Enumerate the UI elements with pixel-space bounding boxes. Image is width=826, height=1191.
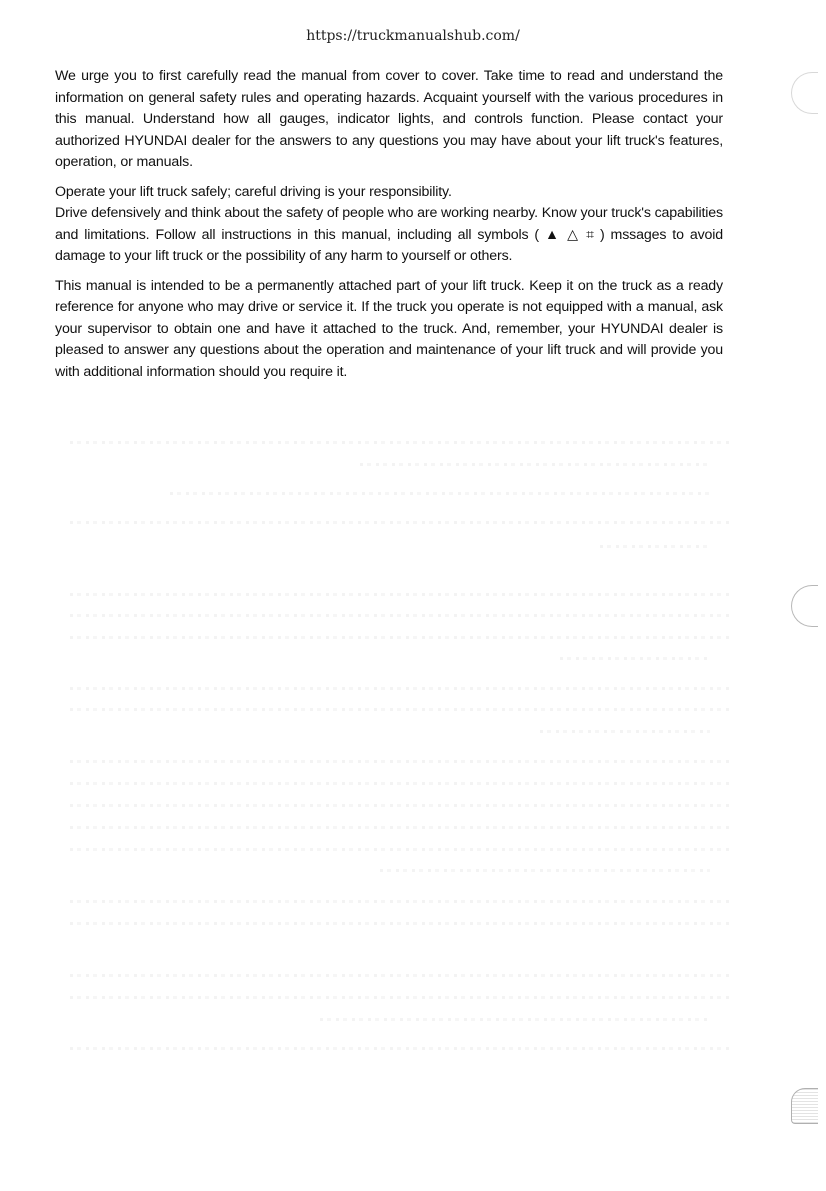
bleed-through-line — [70, 636, 730, 639]
safe-operation-line: Operate your lift truck safely; careful driving is your responsibility. — [55, 183, 452, 200]
bleed-through-line — [70, 782, 730, 785]
bleed-through-line — [70, 900, 730, 903]
defensive-driving-text: Drive defensively and think about the safety of people who are working nearby. Know your truck's capabilities and limitations. Follow all instructions in this manual, including all symbols — [55, 205, 723, 243]
binder-hole-mark — [791, 72, 818, 114]
bleed-through-line — [70, 521, 730, 524]
bleed-through-line — [70, 826, 730, 829]
binder-hole-mark — [791, 1088, 818, 1124]
bleed-through-line — [320, 1018, 710, 1021]
page-header-url[interactable]: https://truckmanualshub.com/ — [306, 28, 520, 44]
bleed-through-line — [360, 463, 710, 466]
bleed-through-line — [70, 441, 730, 444]
bleed-through-line — [560, 657, 710, 660]
bleed-through-line — [70, 1047, 730, 1050]
binder-hole-mark — [791, 585, 818, 627]
bleed-through-line — [70, 974, 730, 977]
bleed-through-line — [70, 687, 730, 690]
safety-symbols-icon: ( ▲ △ ⌗ ) — [534, 226, 605, 243]
bleed-through-line — [70, 614, 730, 617]
defensive-driving-paragraph — [55, 203, 723, 268]
manual-intro-text — [55, 66, 723, 391]
bleed-through-line — [380, 869, 710, 872]
bleed-through-line — [540, 730, 710, 733]
bleed-through-line — [600, 545, 710, 548]
bleed-through-line — [70, 760, 730, 763]
manual-attachment-paragraph: This manual is intended to be a permanently attached part of your lift truck. Keep it on the truck as a ready reference for anyone who may drive or service it. If the truck you operate is not equipped with a manual, ask your supervisor to obtain one and have it attached to the truck. And, remember, your HYUNDAI dealer is pleased to answer any questions about the operation and maintenance of your lift truck and will provide you with additional information should you require it. — [55, 277, 723, 380]
bleed-through-line — [170, 492, 710, 495]
defensive-driving-text-end: mssages to avoid damage to your lift truck or the possibility of any harm to yourself or others. — [55, 226, 724, 264]
bleed-through-line — [70, 848, 730, 851]
intro-paragraph-read-manual: We urge you to first carefully read the manual from cover to cover. Take time to read and understand the information on general safety rules and operating hazards. Acquaint yourself with the various procedures in this manual. Understand how all gauges, indicator lights, and controls function. Please contact your authorized HYUNDAI dealer for the answers to any questions you may have about your lift truck's features, operation, or manuals. — [55, 68, 723, 170]
bleed-through-line — [70, 804, 730, 807]
bleed-through-line — [70, 922, 730, 925]
bleed-through-line — [70, 996, 730, 999]
bleed-through-line — [70, 593, 730, 596]
bleed-through-line — [70, 708, 730, 711]
